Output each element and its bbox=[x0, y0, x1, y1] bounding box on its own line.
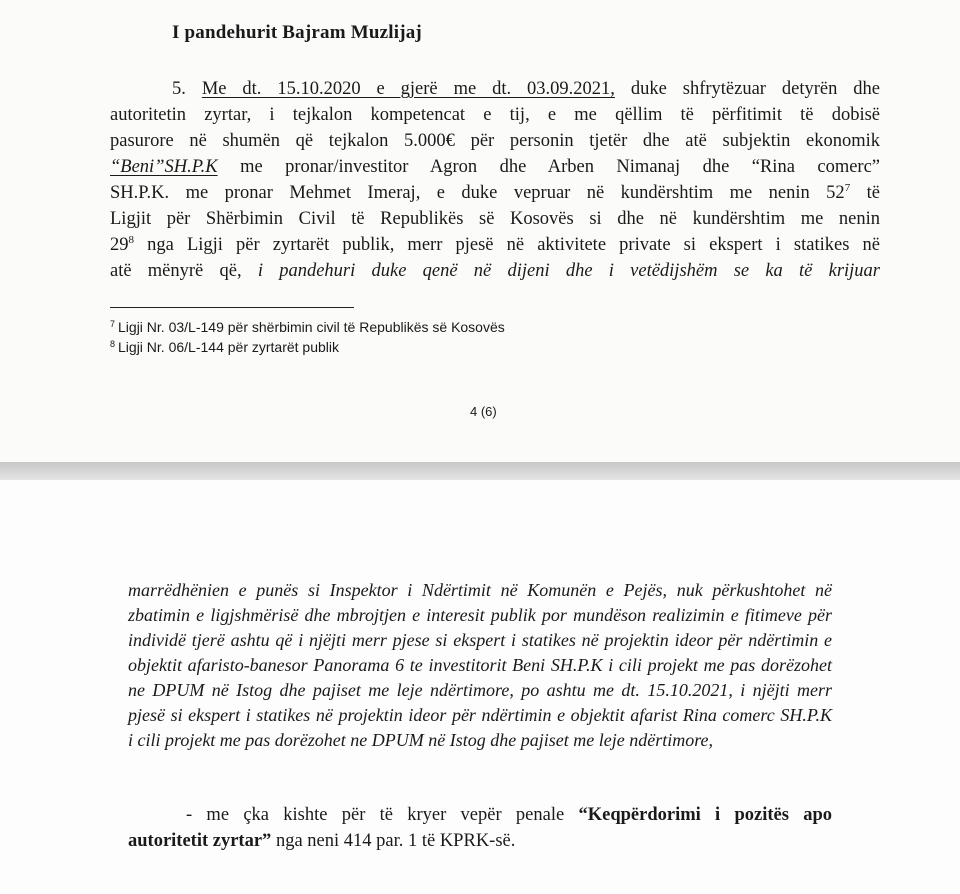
page-number: 4 (6) bbox=[470, 404, 497, 419]
paragraph-line-3: pasurore në shumën që tejkalon 5.000€ për personin tjetër dhe atë subjektin ekonomik bbox=[110, 131, 880, 151]
continuation-line-3: individë tjerë ashtu që i njëjti merr pjese si ekspert i statikes në projektin ideor për ndërtimin e bbox=[128, 630, 832, 650]
conclusion-line-2: autoritetit zyrtar” nga neni 414 par. 1 të KPRK-së. bbox=[128, 831, 516, 851]
defendant-heading: I pandehurit Bajram Muzlijaj bbox=[172, 22, 422, 43]
footnote-7: $^7$ Ligji Nr. 03/L-149 për shërbimin civil të Republikës së Kosovës bbox=[110, 319, 505, 335]
paragraph-number: 5. bbox=[172, 79, 186, 99]
document-page-bottom bbox=[0, 480, 960, 894]
underlined-date-range: Me dt. 15.10.2020 e gjerë me dt. 03.09.2021, bbox=[201, 79, 615, 99]
offence-name-part-2: autoritetit zyrtar” bbox=[128, 831, 272, 851]
continuation-line-1: marrëdhënien e punës si Inspektor i Ndërtimit në Komunën e Pejës, nuk përkushtohet në bbox=[128, 580, 832, 600]
paragraph-line-8: atë mënyrë që, i pandehuri duke qenë në dijeni dhe i vetëdijshëm se ka të krijuar bbox=[110, 261, 881, 281]
company-name: “Beni”SH.P.K bbox=[110, 157, 218, 177]
continuation-line-4: objektit afaristo-banesor Panorama 6 te investitorit Beni SH.P.K i cili projekt me pas dorëzohet bbox=[128, 655, 832, 675]
continuation-line-6: pjesë si ekspert i statikes në projektin ideor për ndërtimin e objektit afarist Rina comerc SH.P.K bbox=[128, 705, 832, 725]
paragraph-line-6: Ligjit për Shërbimin Civil të Republikës së Kosovës si dhe në kundërshtim me nenin bbox=[110, 209, 880, 229]
offence-name-part-1: “Keqpërdorimi i pozitës apo bbox=[578, 805, 832, 825]
continuation-line-7: i cili projekt me pas dorëzohet ne DPUM në Istog dhe pajiset me leje ndërtimore, bbox=[128, 730, 714, 750]
continuation-line-5: ne DPUM në Istog dhe pajiset me leje ndërtimore, po ashtu me dt. 15.10.2021, i njëjti merr bbox=[128, 680, 832, 700]
paragraph-line-7: $29^8$ nga Ligji për zyrtarët publik, merr pjesë në aktivitete private si ekspert i statikes në bbox=[110, 234, 880, 255]
paragraph-line-1: 5. Me dt. 15.10.2020 e gjerë me dt. 03.09.2021, duke shfrytëzuar detyrën dhe bbox=[172, 79, 880, 99]
footnote-ref-7: 7 bbox=[844, 182, 851, 194]
paragraph-line-2: autoritetin zyrtar, i tejkalon kompetencat e tij, e me qëllim të përfitimit të dobisë bbox=[110, 105, 880, 125]
footnote-ref-8: 8 bbox=[128, 234, 134, 246]
footnote-8: $^8$ Ligji Nr. 06/L-144 për zyrtarët publik bbox=[110, 339, 340, 355]
conclusion-line-1: - me çka kishte për të kryer vepër penale “Keqpërdorimi i pozitës apo bbox=[186, 805, 832, 825]
page-gap bbox=[0, 462, 960, 480]
footnote-separator bbox=[110, 307, 354, 308]
continuation-line-2: zbatimin e ligjshmërisë dhe mbrojtjen e interesit publik por mundëson realizimin e fitimeve për bbox=[128, 605, 832, 625]
paragraph-line-5: SH.P.K. me pronar Mehmet Imeraj, e duke vepruar në kundërshtim me nenin $52^7$ të bbox=[110, 182, 880, 203]
paragraph-line-4: “Beni”SH.P.K me pronar/investitor Agron dhe Arben Nimanaj dhe “Rina comerc” bbox=[110, 157, 881, 177]
